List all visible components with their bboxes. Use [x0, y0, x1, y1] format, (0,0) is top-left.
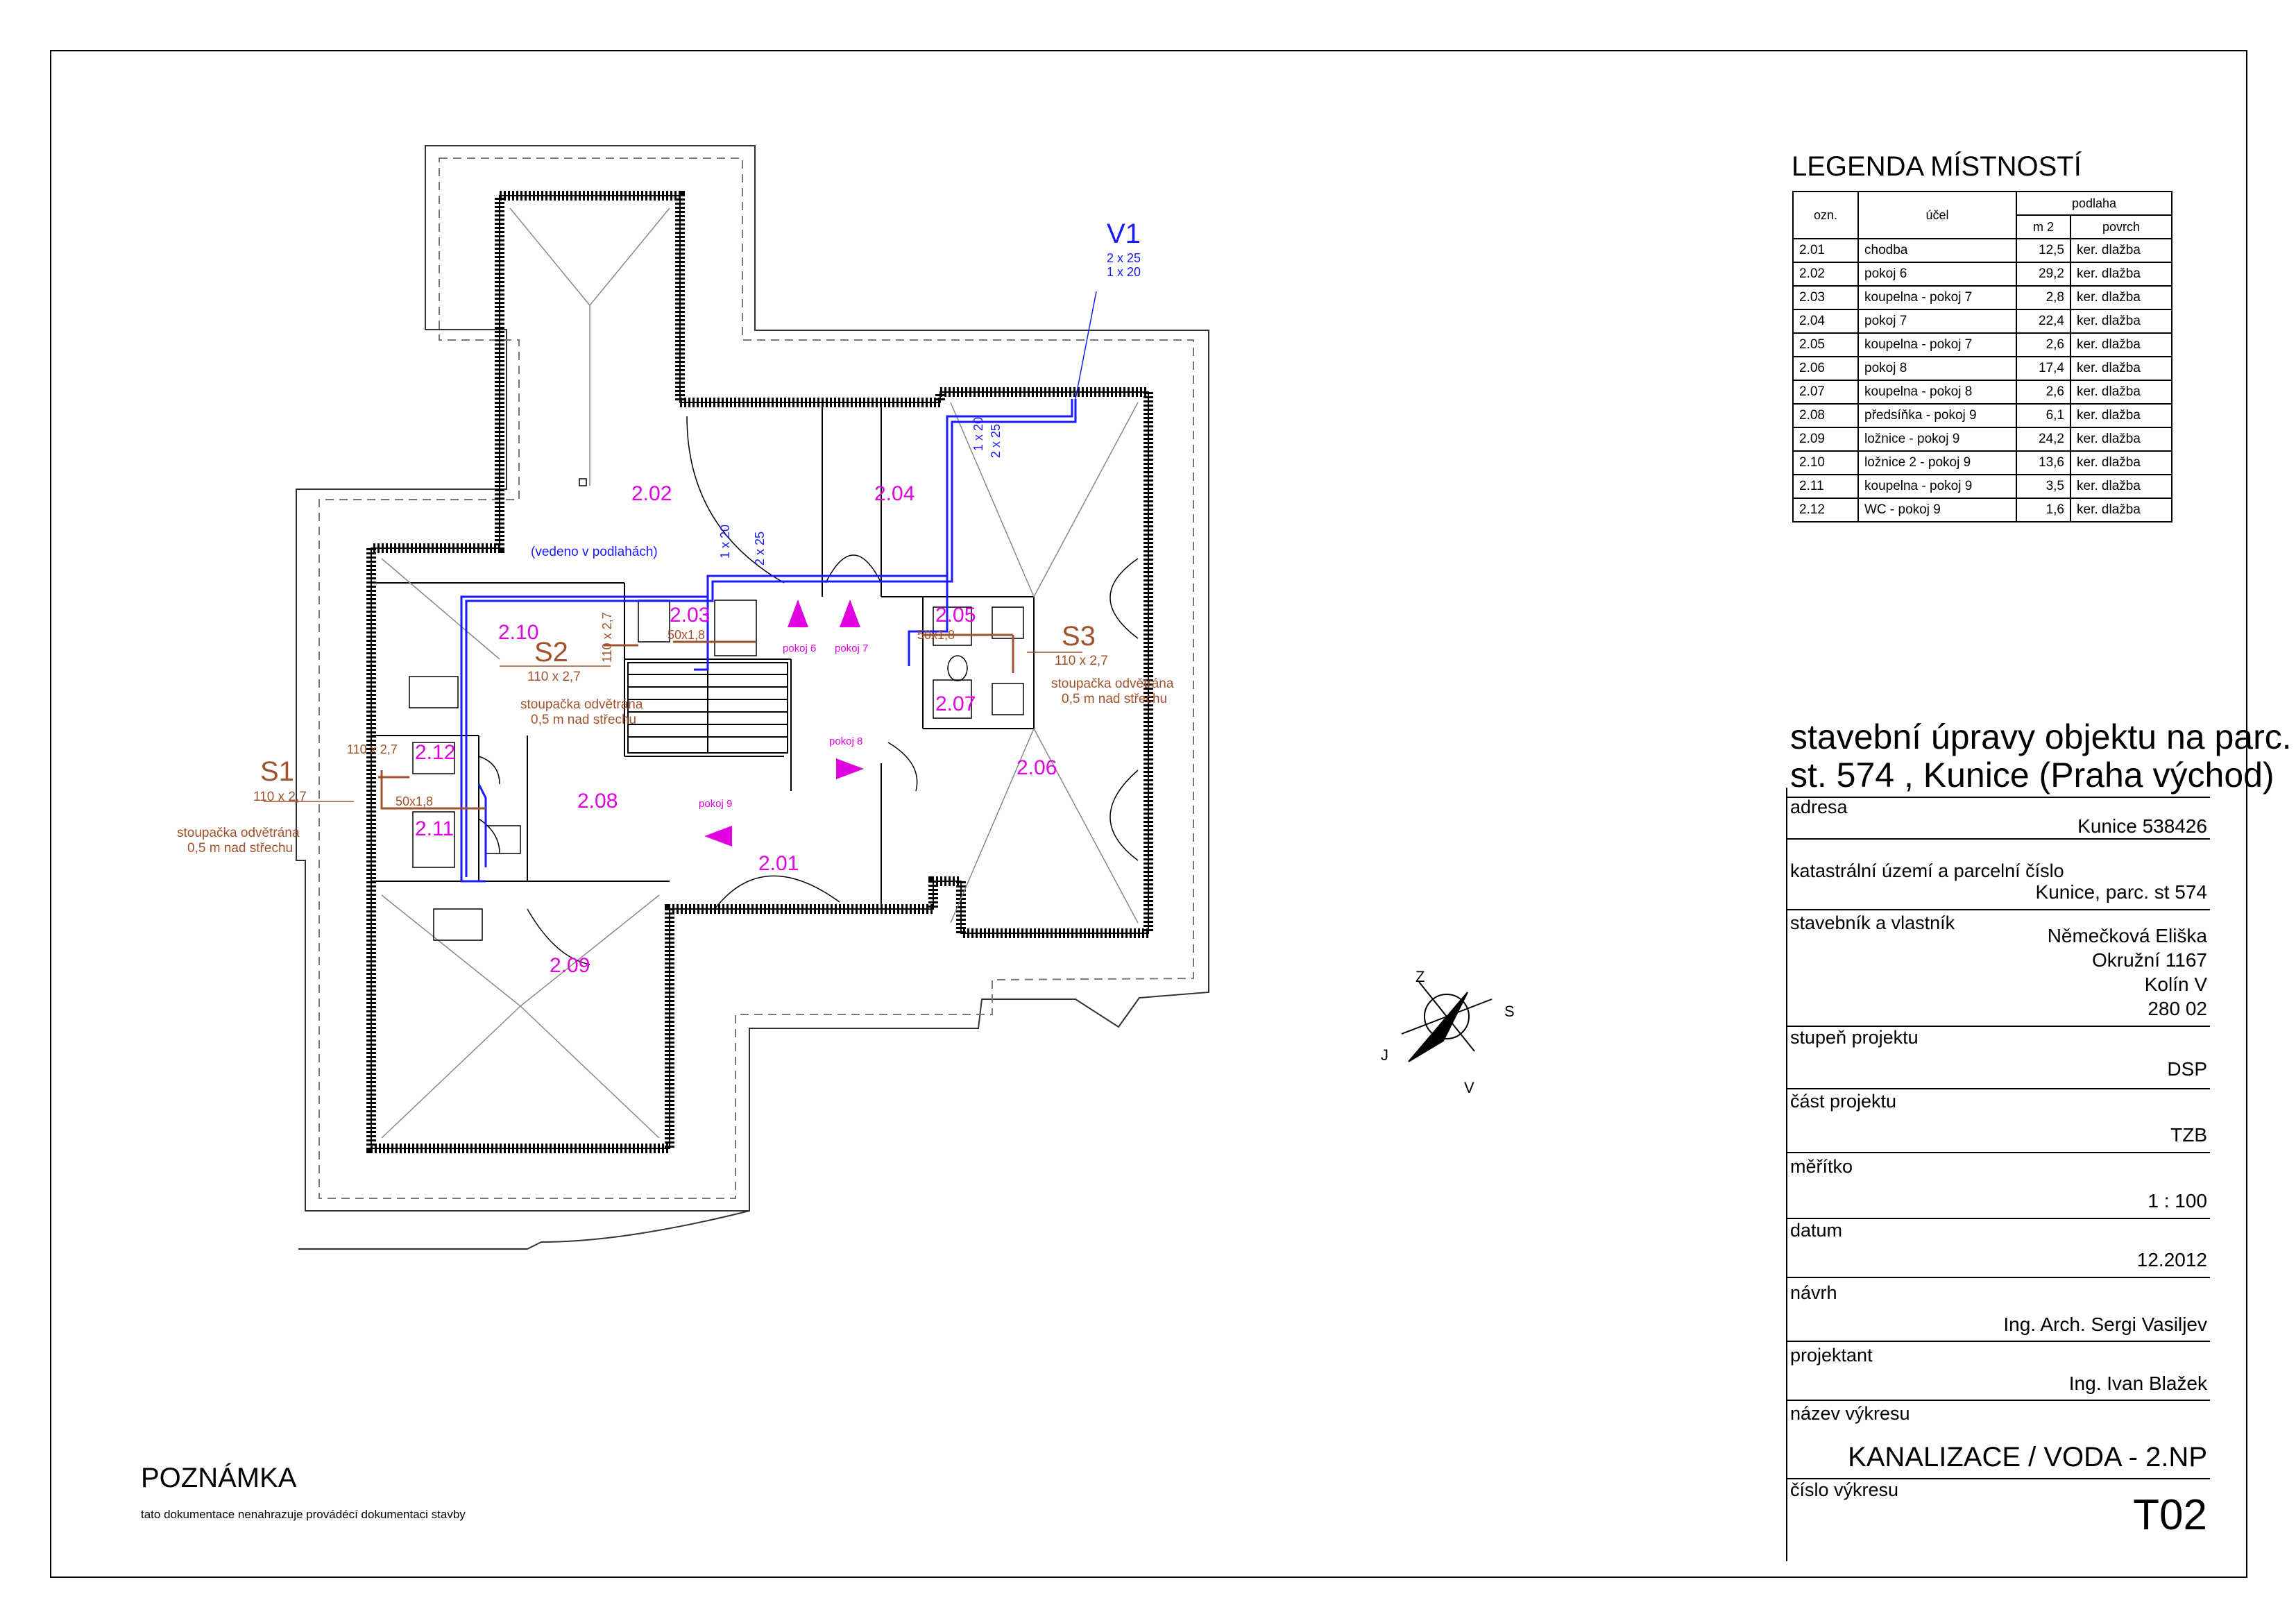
address-label: adresa	[1790, 797, 1848, 817]
room-label-2-07: 2.07	[935, 692, 976, 715]
compass-j: J	[1381, 1046, 1388, 1064]
drawing-number-value: T02	[2133, 1491, 2207, 1539]
room-purpose: pokoj 8	[1858, 357, 2016, 380]
stage-value: DSP	[2167, 1058, 2207, 1080]
room-floor: ker. dlažba	[2070, 333, 2172, 357]
water-lines	[461, 291, 1096, 881]
room-area: 2,6	[2016, 380, 2070, 404]
legend-row	[1793, 357, 2172, 380]
owner-name: Němečková Eliška	[2047, 925, 2207, 946]
room-id: 2.10	[1793, 451, 1858, 475]
s2-dim: 110 x 2,7	[527, 670, 581, 684]
vedeno-note: (vedeno v podlahách)	[531, 545, 658, 559]
drawing-number-label: číslo výkresu	[1790, 1479, 1899, 1500]
room-label-2-11: 2.11	[415, 817, 454, 840]
room-label-2-09: 2.09	[550, 954, 590, 977]
note-text: tato dokumentace nenahrazuje provádécí dokumentaci stavby	[141, 1508, 466, 1521]
owner-street: Okružní 1167	[2091, 949, 2207, 971]
room-id: 2.01	[1793, 239, 1858, 262]
room-purpose: chodba	[1858, 239, 2016, 262]
room-area: 2,8	[2016, 286, 2070, 309]
cadastre-value: Kunice, parc. st 574	[2035, 881, 2207, 903]
room-area: 3,5	[2016, 475, 2070, 498]
room-purpose: koupelna - pokoj 9	[1858, 475, 2016, 498]
room-area: 1,6	[2016, 498, 2070, 522]
pipe-dim-50-a: 50x1,8	[667, 628, 706, 642]
room-area: 17,4	[2016, 357, 2070, 380]
legend-row	[1793, 239, 2172, 262]
sewer-riser-s3: S3	[1062, 621, 1096, 652]
date-label: datum	[1790, 1220, 1843, 1241]
sewer-riser-s1: S1	[260, 756, 294, 787]
room-purpose: koupelna - pokoj 7	[1858, 333, 2016, 357]
s3-note-2: 0,5 m nad střechu	[1062, 692, 1168, 706]
s1-note-1: stoupačka odvětrána	[177, 826, 300, 840]
design-value: Ing. Arch. Sergi Vasiljev	[2003, 1314, 2207, 1335]
legend-row	[1793, 427, 2172, 451]
room-floor: ker. dlažba	[2070, 380, 2172, 404]
s1-note-2: 0,5 m nad střechu	[187, 841, 294, 856]
room-label-2-02: 2.02	[631, 482, 672, 505]
room-area: 12,5	[2016, 239, 2070, 262]
water-riser-v1: V1	[1107, 219, 1141, 249]
vertical-dim-1: 1 x 20	[971, 416, 985, 451]
room-label-2-06: 2.06	[1017, 756, 1057, 779]
s2-note-1: stoupačka odvětrána	[520, 697, 643, 712]
s3-dim: 110 x 2,7	[1055, 654, 1108, 668]
designer-label: projektant	[1790, 1345, 1873, 1366]
vertical-dim-4: 2 x 25	[753, 531, 767, 566]
room-area: 6,1	[2016, 404, 2070, 427]
legend-row	[1793, 333, 2172, 357]
project-title-line-2: st. 574 , Kunice (Praha východ)	[1790, 756, 2274, 794]
room-id: 2.07	[1793, 380, 1858, 404]
design-label: návrh	[1790, 1282, 1837, 1303]
room-label-2-08: 2.08	[577, 790, 618, 813]
part-value: TZB	[2170, 1124, 2207, 1146]
room-id: 2.03	[1793, 286, 1858, 309]
designer-value: Ing. Ivan Blažek	[2068, 1373, 2207, 1394]
s3-note-1: stoupačka odvětrána	[1051, 677, 1174, 691]
arrow-label-pokoj6: pokoj 6	[783, 643, 817, 654]
arrow-label-pokoj7: pokoj 7	[835, 643, 869, 654]
room-label-2-01: 2.01	[758, 852, 799, 875]
room-id: 2.12	[1793, 498, 1858, 522]
room-label-2-03: 2.03	[670, 604, 711, 627]
owner-zip: 280 02	[2148, 998, 2207, 1019]
staircase	[628, 663, 788, 753]
room-label-2-05: 2.05	[935, 604, 976, 627]
vertical-dim-3: 1 x 20	[718, 524, 732, 559]
room-label-2-10: 2.10	[498, 621, 539, 644]
legend-row	[1793, 380, 2172, 404]
legend-header-ozn: ozn.	[1793, 192, 1858, 239]
room-id: 2.09	[1793, 427, 1858, 451]
room-floor: ker. dlažba	[2070, 475, 2172, 498]
s1-dim: 110 x 2,7	[253, 790, 307, 804]
legend-row	[1793, 262, 2172, 286]
stage-label: stupeň projektu	[1790, 1027, 1919, 1048]
room-floor: ker. dlažba	[2070, 262, 2172, 286]
pipe-dim-50-c: 50x1,8	[396, 794, 434, 808]
legend-table	[1792, 191, 2172, 522]
room-floor: ker. dlažba	[2070, 451, 2172, 475]
project-title	[1790, 718, 2292, 794]
legend-header-podlaha: podlaha	[2016, 192, 2172, 215]
legend-title: LEGENDA MÍSTNOSTÍ	[1792, 151, 2082, 182]
room-purpose: WC - pokoj 9	[1858, 498, 2016, 522]
legend-row	[1793, 475, 2172, 498]
s2-note-2: 0,5 m nad střechu	[531, 713, 637, 727]
owner-city: Kolín V	[2144, 974, 2207, 995]
arrow-label-pokoj9: pokoj 9	[699, 798, 733, 810]
room-floor: ker. dlažba	[2070, 309, 2172, 333]
room-floor: ker. dlažba	[2070, 498, 2172, 522]
v1-dim-2: 1 x 20	[1107, 265, 1141, 279]
outer-walls	[371, 196, 1148, 1148]
room-id: 2.04	[1793, 309, 1858, 333]
part-label: část projektu	[1790, 1091, 1897, 1112]
note-title: POZNÁMKA	[141, 1463, 297, 1493]
cadastre-label: katastrální území a parcelní číslo	[1790, 860, 2064, 881]
legend-row	[1793, 309, 2172, 333]
vertical-dim-2: 2 x 25	[989, 423, 1003, 458]
room-id: 2.02	[1793, 262, 1858, 286]
room-floor: ker. dlažba	[2070, 286, 2172, 309]
sewer-lines	[264, 635, 1082, 808]
room-purpose: koupelna - pokoj 7	[1858, 286, 2016, 309]
project-title-line-1: stavební úpravy objektu na parc.	[1790, 717, 2292, 756]
drawing-name-value: KANALIZACE / VODA - 2.NP	[1848, 1442, 2207, 1472]
room-area: 29,2	[2016, 262, 2070, 286]
pipe-dim-110-a: 110 x 2,7	[347, 742, 398, 756]
room-purpose: ložnice 2 - pokoj 9	[1858, 451, 2016, 475]
drawing-name-label: název výkresu	[1790, 1403, 1910, 1424]
north-arrow	[1402, 982, 1492, 1062]
compass-v: V	[1464, 1079, 1474, 1096]
room-purpose: předsíňka - pokoj 9	[1858, 404, 2016, 427]
legend-row	[1793, 498, 2172, 522]
room-label-2-04: 2.04	[874, 482, 915, 505]
room-purpose: pokoj 7	[1858, 309, 2016, 333]
arrow-label-pokoj8: pokoj 8	[829, 736, 863, 747]
legend-header-ucel: účel	[1858, 192, 2016, 239]
room-purpose: pokoj 6	[1858, 262, 2016, 286]
compass-z: Z	[1415, 968, 1425, 985]
scale-value: 1 : 100	[2148, 1190, 2207, 1212]
room-purpose: ložnice - pokoj 9	[1858, 427, 2016, 451]
legend-header-m2: m 2	[2016, 215, 2070, 239]
room-floor: ker. dlažba	[2070, 427, 2172, 451]
legend-header-povrch: povrch	[2070, 215, 2172, 239]
room-floor: ker. dlažba	[2070, 357, 2172, 380]
sewer-riser-s2: S2	[534, 637, 568, 668]
pipe-dim-50-b: 50x1,8	[917, 628, 955, 642]
owner-label: stavebník a vlastník	[1790, 912, 1955, 933]
room-area: 22,4	[2016, 309, 2070, 333]
room-purpose: koupelna - pokoj 8	[1858, 380, 2016, 404]
room-label-2-12: 2.12	[415, 741, 456, 764]
room-area: 24,2	[2016, 427, 2070, 451]
scale-label: měřítko	[1790, 1156, 1853, 1177]
room-id: 2.11	[1793, 475, 1858, 498]
legend-row	[1793, 404, 2172, 427]
legend-row	[1793, 286, 2172, 309]
address-value: Kunice 538426	[2077, 815, 2207, 837]
date-value: 12.2012	[2136, 1249, 2207, 1271]
room-area: 2,6	[2016, 333, 2070, 357]
room-area: 13,6	[2016, 451, 2070, 475]
legend-row	[1793, 451, 2172, 475]
room-id: 2.08	[1793, 404, 1858, 427]
v1-dim-1: 2 x 25	[1107, 251, 1141, 265]
room-id: 2.05	[1793, 333, 1858, 357]
compass-s: S	[1504, 1003, 1515, 1020]
room-floor: ker. dlažba	[2070, 404, 2172, 427]
room-id: 2.06	[1793, 357, 1858, 380]
room-floor: ker. dlažba	[2070, 239, 2172, 262]
pipe-dim-110-b: 110 x 2,7	[600, 612, 614, 663]
